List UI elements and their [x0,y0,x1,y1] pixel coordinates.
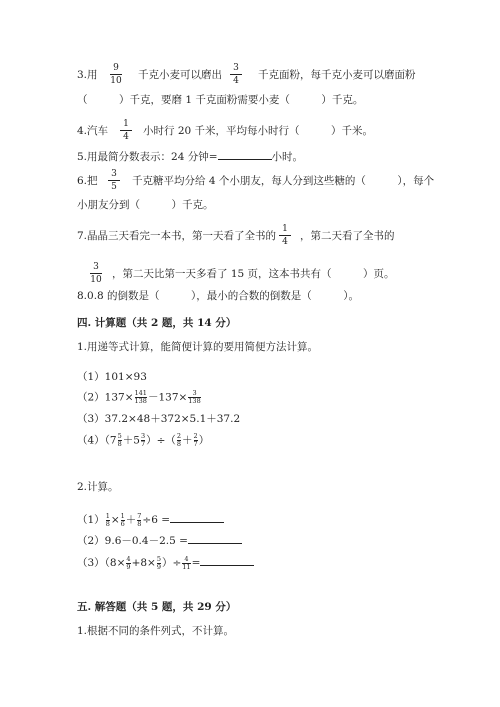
q6-fraction: 3 5 [106,169,122,192]
calc2-item-1-part-b: × [110,514,120,526]
calc2-item-3-part-d: = [191,557,201,569]
calc2-item-2-text: （2）9.6－0.4－2.5 = [77,535,188,547]
calc1-item-4 [77,433,209,448]
calc1-item-2-fraction-1: $\frac{141}{138}$ [134,389,147,405]
calc1-item-4-part-c: ）÷（ [146,434,176,447]
q3-fraction-1: 9 10 [110,63,122,86]
calc2-item-3-part-b: +8× [131,557,156,569]
section-4-title: 四. 计算题（共 2 题，共 14 分） [77,317,237,329]
q5-text: 5.用最简分数表示：24 分钟= [77,151,218,163]
calc1-item-2-part-b: －137× [147,391,188,404]
calc2-item-1-part-a: （1） [77,514,105,526]
calc2-item-3-fraction-1: $\frac{4}{9}$ [126,554,131,571]
calc1-item-2-fraction-2: $\frac{3}{138}$ [188,389,201,405]
q7-line1-end: ，第二天看了全书的 [300,230,395,242]
q4-end: 小时行 20 千米，平均每小时行（ ）千米。 [143,125,374,137]
calc1-item-2-part-a: （2）137× [77,391,134,404]
calc2-prompt: 2.计算。 [77,481,119,493]
calc1-item-4-part-a: （4）（7 [77,434,117,447]
q6-start: 6.把 [77,175,98,187]
q5-unit: 小时。 [271,151,304,163]
q7-fraction-1: 1 4 [277,224,293,247]
calc2-item-1-fraction-1: $\frac{1}{8}$ [105,511,110,528]
calc1-item-3: （3）37.2×48＋372×5.1＋37.2 [77,413,241,425]
calc1-item-4-fraction-2: $\frac{3}{7}$ [140,432,146,448]
calc2-item-1-fraction-3: $\frac{7}{8}$ [137,511,142,528]
calc1-prompt: 1.用递等式计算，能简便计算的要用简便方法计算。 [77,341,319,353]
calc2-item-3-answer-blank[interactable] [200,555,254,566]
calc2-item-2 [77,533,242,548]
calc1-item-2 [77,390,202,405]
q4-fraction: 1 4 [118,119,134,142]
calc1-item-1: （1）101×93 [77,371,147,383]
calc2-item-1-part-c: ＋ [125,514,137,526]
calc2-item-1 [77,512,224,528]
q7-line1-start: 7.晶晶三天看完一本书，第一天看了全书的 [77,230,277,242]
calc1-item-4-part-d: ＋ [182,434,193,447]
calc2-item-1-fraction-2: $\frac{1}{6}$ [120,511,125,528]
q3-line2: （ ）千克，要磨 1 千克面粉需要小麦（ ）千克。 [77,94,364,106]
calc1-item-4-fraction-1: $\frac{5}{8}$ [117,432,122,448]
calc2-item-1-part-d: ÷6 = [142,514,171,526]
section-5-title: 五. 解答题（共 5 题，共 29 分） [77,601,237,613]
q5-answer-blank[interactable] [218,149,272,160]
q3-line1-start: 3.用 [77,69,98,81]
calc2-item-1-answer-blank[interactable] [170,512,224,523]
calc2-item-2-answer-blank[interactable] [188,533,242,544]
calc2-item-3-fraction-3: $\frac{4}{11}$ [182,554,191,571]
q6-line1-end: 千克糖平均分给 4 个小朋友，每人分到这些糖的（ ），每个 [132,175,435,187]
calc2-item-3-part-c: ）÷ [161,557,182,569]
q7-line2: ，第二天比第一天多看了 15 页，这本书共有（ ）页。 [112,268,395,280]
q6-line2: 小朋友分到（ ）千克。 [77,199,214,211]
q3-fraction-2: 3 4 [228,63,244,86]
calc1-item-4-part-b: ＋5 [122,434,140,447]
calc1-item-4-fraction-3: $\frac{2}{8}$ [176,432,182,448]
calc2-item-3 [77,555,254,571]
q3-line1-mid: 千克小麦可以磨出 [138,69,222,81]
q8-line: 8.0.8 的倒数是（ ），最小的合数的倒数是（ ）。 [77,290,360,302]
calc1-item-4-fraction-4: $\frac{2}{7}$ [193,432,198,448]
calc2-item-3-fraction-2: $\frac{5}{9}$ [156,554,161,571]
q7-fraction-2: 3 10 [90,262,102,285]
calc2-item-3-part-a: （3）（8× [77,557,126,569]
q3-line1-end: 千克面粉，每千克小麦可以磨面粉 [258,69,416,81]
sol1-prompt: 1.根据不同的条件列式，不计算。 [77,625,235,637]
calc1-item-4-part-e: ） [198,434,210,447]
q4-start: 4.汽车 [77,125,109,137]
q5-line [77,149,303,164]
